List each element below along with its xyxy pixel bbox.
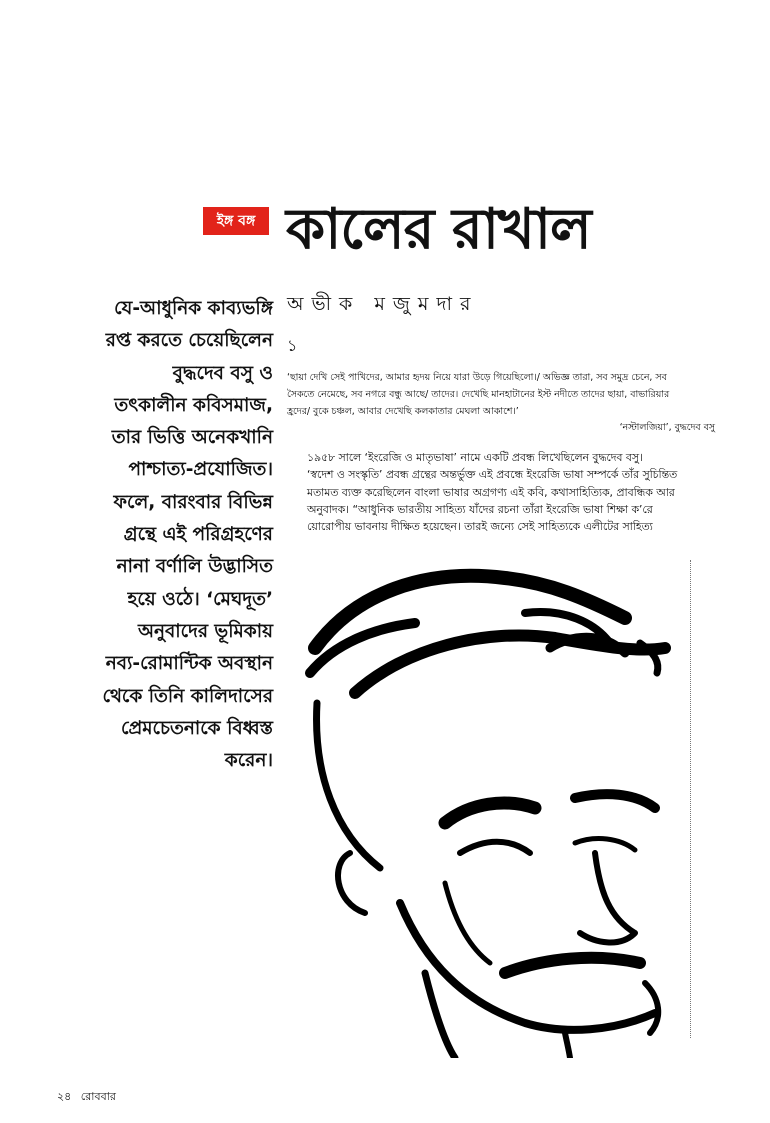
epigraph-line: হ্রদের/ বুকে চঞ্চল, আবার দেখেছি কলকাতার মেঘলা আকাশে।’ [287, 406, 519, 417]
pull-quote-line: গ্রন্থে এই পরিগ্রহণের [123, 524, 273, 546]
pull-quote-line: অনুবাদের ভূমিকায় [137, 620, 273, 642]
nose [580, 853, 635, 942]
epigraph-credit: ‘নস্টালজিয়া’, বুদ্ধদেব বসু [619, 422, 715, 433]
pull-quote-line: হয়ে ওঠে। ‘মেঘদূত’ [127, 588, 273, 610]
epigraph-line: ‘ছায়া দেখি সেই পাখিদের, আমার হৃদয় নিয়ে যারা উড়ে গিয়েছিলো।/ অভিজ্ঞ তারা, সব সমুদ্র চেনে, সব [287, 372, 667, 383]
section-tag: ইঙ্গ বঙ্গ [203, 207, 269, 235]
epigraph [287, 369, 715, 420]
pull-quote-line: করেন। [224, 750, 273, 772]
portrait-illustration [295, 553, 690, 1058]
pull-quote-line: রপ্ত করতে চেয়েছিলেন [105, 330, 273, 352]
pull-quote-line: নব্য-রোমান্টিক অবস্থান [105, 653, 273, 675]
neck [425, 973, 455, 1058]
body-line: য়োরোপীয় ভাবনায় দীক্ষিত হয়েছেন। তারই জন্যে সেই সাহিত্যকে এলীটের সাহিত্য [307, 520, 653, 534]
magazine-name: রোববার [80, 1090, 116, 1103]
pull-quote-line: তৎকালীন কবিসমাজ, [114, 394, 273, 416]
page-number: ২৪ [57, 1090, 72, 1103]
pull-quote-line: পাশ্চাত্য-প্রযোজিত। [128, 459, 273, 481]
article-body [287, 449, 715, 535]
author-byline: অভীক মজুমদার [287, 293, 479, 315]
cheek-line [445, 883, 490, 963]
pull-quote [90, 293, 273, 777]
body-line: অনুবাদক। “আধুনিক ভারতীয় সাহিত্য যাঁদের রচনা তাঁরা ইংরেজি ভাষা শিক্ষা ক’রে [307, 502, 653, 516]
neck [565, 1033, 570, 1058]
epigraph-line: সৈকতে নেমেছে, সব নগরে বন্ধু আছে/ তাদের। দেখেছি মানহাটানের ইস্ট নদীতে তাদের ছায়া, বাভারিয়ার [287, 389, 670, 400]
pull-quote-line: ফলে, বারংবার বিভিন্ন [113, 491, 273, 513]
brow [575, 794, 655, 808]
body-line: ১৯৫৮ সালে ‘ইংরেজি ও মাতৃভাষা’ নামে একটি প্রবন্ধ লিখেছিলেন বুদ্ধদেব বসু। [307, 451, 643, 464]
body-line: মতামত ব্যক্ত করেছিলেন বাংলা ভাষার অগ্রগণ্য এই কবি, কথাসাহিত্যিক, প্রাবন্ধিক আর [307, 485, 675, 499]
pull-quote-line: তার ভিত্তি অনেকখানি [111, 427, 273, 449]
page-footer [57, 1088, 122, 1107]
body-line: ‘স্বদেশ ও সংস্কৃতি’ প্রবন্ধ গ্রন্থের অন্তর্ভুক্ত এই প্রবন্ধে ইংরেজি ভাষা সম্পর্কে তাঁর সুচিন্তিত [307, 468, 678, 482]
eye [460, 842, 530, 853]
pull-quote-line: প্রেমচেতনাকে বিধ্বস্ত [120, 717, 273, 739]
pull-quote-line: যে-আধুনিক কাব্যভঙ্গি [114, 298, 273, 319]
brow [445, 803, 535, 823]
section-number: ১ [287, 336, 298, 355]
pull-quote-line: থেকে তিনি কালিদাসের [102, 685, 273, 707]
ear [338, 853, 365, 913]
head-outline [317, 703, 380, 868]
chin [645, 983, 658, 1033]
pull-quote-line: বুদ্ধদেব বসু ও [172, 362, 273, 384]
eye [575, 839, 635, 850]
column-rule [690, 560, 691, 1038]
mouth [505, 958, 640, 973]
pull-quote-line: নানা বর্ণালি উদ্ভাসিত [116, 556, 273, 578]
headline: কালের রাখাল [286, 197, 591, 262]
